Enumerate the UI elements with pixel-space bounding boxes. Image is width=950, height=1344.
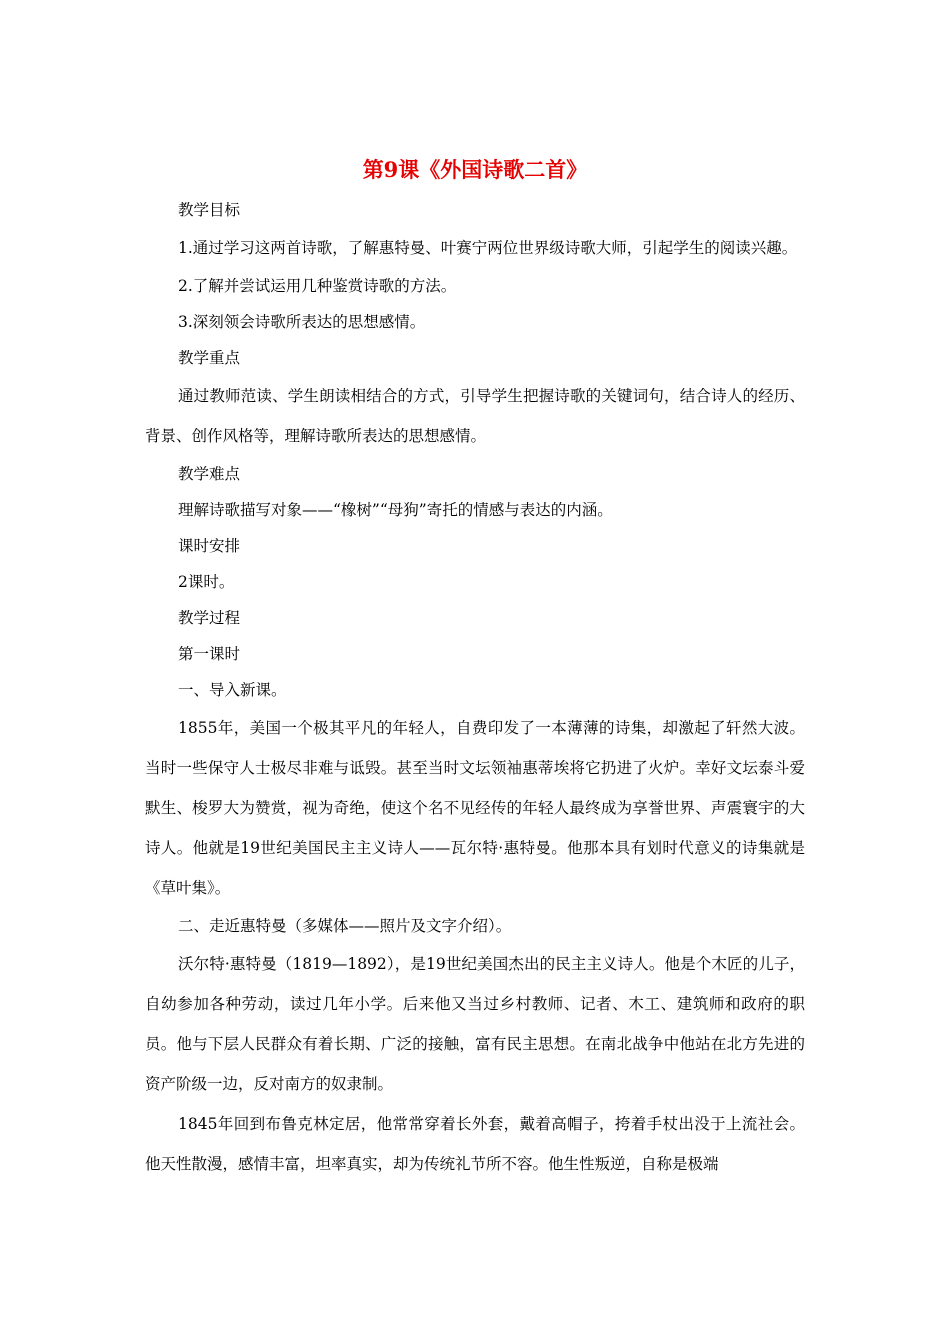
heading-first-lesson: 第一课时 <box>178 645 241 663</box>
heading-teaching-goals: 教学目标 <box>178 201 241 219</box>
goal-3: 3.深刻领会诗歌所表达的思想感情。 <box>178 313 426 331</box>
whitman-1845-text: 1845年回到布鲁克林定居，他常常穿着长外套，戴着高帽子，挎着手杖出没于上流社会。他天性散漫，感情丰富，坦率真实，却为传统礼节所不容。他生性叛逆，自称是极端 <box>145 1115 805 1173</box>
key-points-text: 通过教师范读、学生朗读相结合的方式，引导学生把握诗歌的关键词句，结合诗人的经历、背景、创作风格等，理解诗歌所表达的思想感情。 <box>145 387 805 445</box>
goal-1: 1.通过学习这两首诗歌，了解惠特曼、叶赛宁两位世界级诗歌大师，引起学生的阅读兴趣。 <box>178 239 798 257</box>
difficulties-text: 理解诗歌描写对象——“橡树”“母狗”寄托的情感与表达的内涵。 <box>178 501 613 519</box>
whitman-biography: 沃尔特·惠特曼（1819—1892），是19世纪美国杰出的民主主义诗人。他是个木匠的儿子，自幼参加各种劳动，读过几年小学。后来他又当过乡村教师、记者、木工、建筑师和政府的职员。他与下层人民群众有着长期、广泛的接触，富有民主思想。在南北战争中他站在北方先进的资产阶级一边，反对南方的奴隶制。 <box>145 955 805 1093</box>
section-introduction: 一、导入新课。 <box>178 681 287 699</box>
heading-process: 教学过程 <box>178 609 241 627</box>
schedule-text: 2课时。 <box>178 573 235 591</box>
goal-2: 2.了解并尝试运用几种鉴赏诗歌的方法。 <box>178 277 457 295</box>
document-title: 第9课《外国诗歌二首》 <box>362 157 588 182</box>
introduction-text: 1855年，美国一个极其平凡的年轻人，自费印发了一本薄薄的诗集，却激起了轩然大波。当时一些保守人士极尽非难与诋毁。甚至当时文坛领袖惠蒂埃将它扔进了火炉。幸好文坛泰斗爱默生、梭罗大为赞赏，视为奇绝，使这个名不见经传的年轻人最终成为享誉世界、声震寰宇的大诗人。他就是19世纪美国民主主义诗人——瓦尔特·惠特曼。他那本具有划时代意义的诗集就是《草叶集》。 <box>145 719 805 897</box>
heading-key-points: 教学重点 <box>178 349 241 367</box>
document-page <box>145 150 805 1184</box>
heading-schedule: 课时安排 <box>178 537 241 555</box>
heading-difficulties: 教学难点 <box>178 465 241 483</box>
section-approach-whitman: 二、走近惠特曼（多媒体——照片及文字介绍）。 <box>178 917 512 935</box>
